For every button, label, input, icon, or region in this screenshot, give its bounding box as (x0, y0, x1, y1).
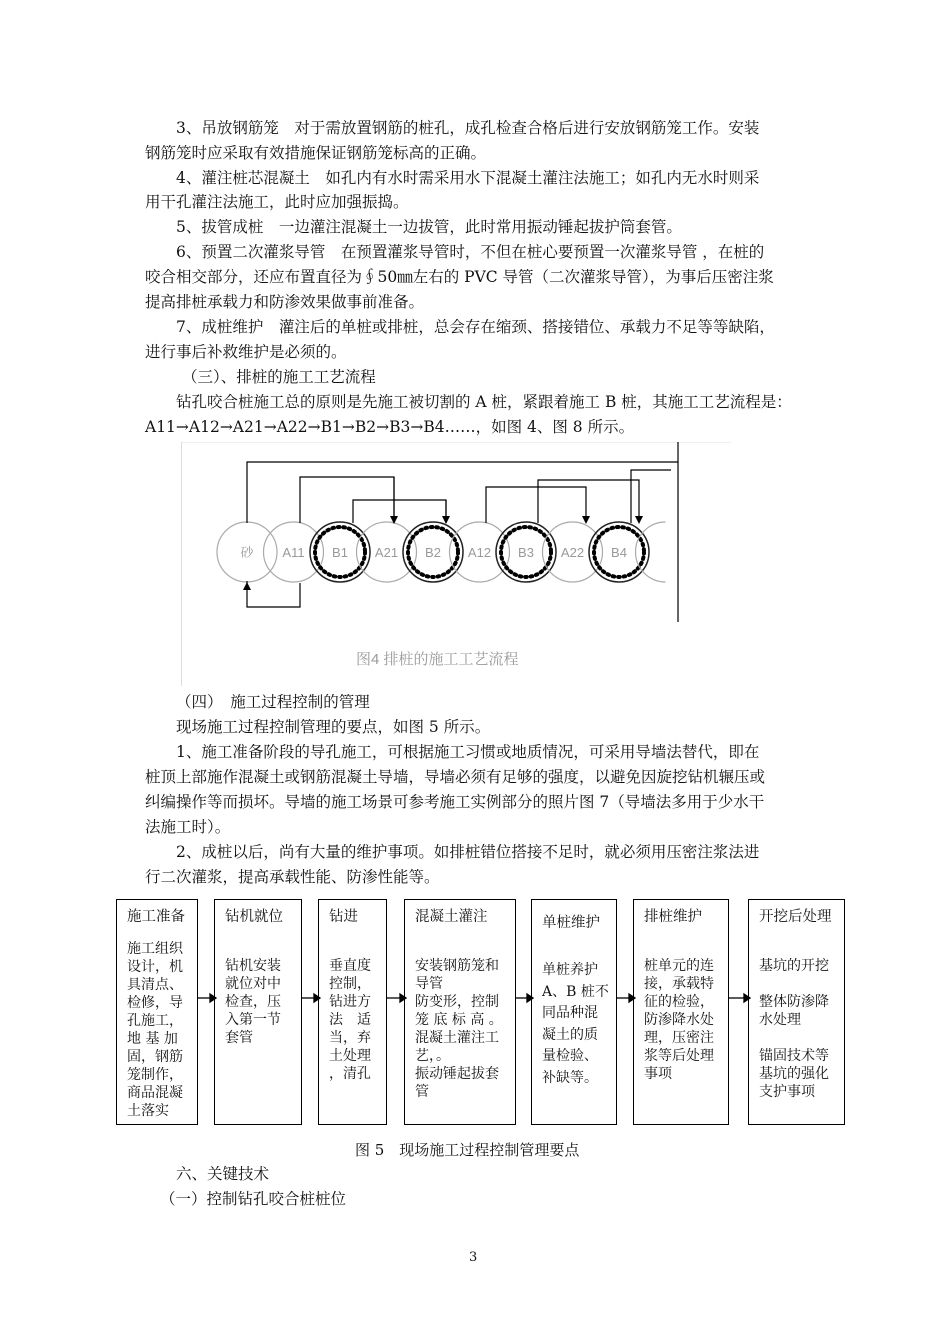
flow-step-title: 混凝土灌注 (415, 909, 488, 925)
section-heading: 六、关键技术 (176, 1165, 270, 1183)
figure-5-caption: 图 5 现场施工过程控制管理要点 (355, 1141, 580, 1159)
para-line: 2、成桩以后，尚有大量的维护事项。如排桩错位搭接不足时，就必须用压密注浆法进 (176, 843, 760, 861)
para-line: 提高排桩承载力和防渗效果做事前准备。 (145, 293, 425, 311)
flow-step-row-pile (633, 899, 729, 1125)
pile-label: B2 (425, 545, 441, 560)
figure-4 (181, 442, 731, 686)
para-line: 钻孔咬合桩施工总的原则是先施工被切割的 A 桩，紧跟着施工 B 桩，其施工工艺流程是： (176, 393, 792, 411)
flow-step-excavation (748, 899, 845, 1125)
flow-step-body: 垂直度 控制， 钻进方 法 适 当，弃 土处理 ，清孔 (329, 958, 371, 1082)
sequence-arrows (247, 442, 678, 622)
pile-circles (217, 522, 666, 582)
section-heading: （一）控制钻孔咬合桩桩位 (160, 1190, 347, 1208)
pile-label: 砂 (240, 545, 254, 560)
para-line: 行二次灌浆，提高承载性能、防渗性能等。 (145, 868, 440, 886)
para-line: 7、成桩维护 灌注后的单桩或排桩，总会存在缩颈、搭接错位、承载力不足等等缺陷， (176, 318, 775, 336)
para-line: 咬合相交部分，还应布置直径为∮50㎜左右的 PVC 导管（二次灌浆导管），为事后压密注浆 (145, 268, 774, 286)
para-line: 现场施工过程控制管理的要点，如图 5 所示。 (176, 718, 491, 736)
pile-label: B1 (332, 545, 348, 560)
flow-step-rig-setup (214, 899, 302, 1125)
flow-step-body: 钻机安装 就位对中 检查，压 入第一节 套管 (225, 958, 281, 1046)
figure-4-caption: 图4 排桩的施工工艺流程 (356, 651, 519, 668)
para-line: 4、灌注桩芯混凝土 如孔内有水时需采用水下混凝土灌注法施工；如孔内无水时则采 (176, 169, 760, 187)
para-line: 纠编操作等而损坏。导墙的施工场景可参考施工实例部分的照片图 7（导墙法多用于少水干 (145, 793, 765, 811)
flow-step-title: 开挖后处理 (759, 909, 832, 925)
flow-step-concrete (404, 899, 516, 1125)
flow-step-title: 施工准备 (127, 909, 185, 925)
pile-label: B3 (518, 545, 534, 560)
flow-step-prep (116, 899, 198, 1125)
pile-label: A21 (374, 545, 399, 560)
flow-step-body: 基坑的开挖 整体防渗降 水处理 锚固技术等 基坑的强化 支护事项 (759, 958, 829, 1100)
para-line: 法施工时）。 (145, 818, 231, 836)
flow-step-body: 桩单元的连 接，承载特 征的检验， 防渗降水处 理，压密注 浆等后处理 事项 (644, 958, 714, 1082)
flow-step-title: 钻机就位 (225, 909, 283, 925)
flow-step-body: 安装钢筋笼和 导管 防变形，控制 笼 底 标 高 。 混凝土灌注工 艺，。 振动锤起拔套 管 (415, 958, 503, 1100)
para-line: 5、拔管成桩 一边灌注混凝土一边拔管，此时常用振动锤起拔护筒套管。 (176, 218, 682, 236)
flow-step-title: 单桩维护 (542, 915, 600, 931)
pile-label: A22 (560, 545, 585, 560)
para-line: 6、预置二次灌浆导管 在预置灌浆导管时，不但在桩心要预置一次灌浆导管 ，在桩的 (176, 243, 765, 261)
pile-sequence-diagram (181, 442, 731, 686)
pile-label: A11 (282, 545, 305, 560)
flow-step-drilling (318, 899, 387, 1125)
flow-step-title: 排桩维护 (644, 909, 702, 925)
para-line: 1、施工准备阶段的导孔施工，可根据施工习惯或地质情况，可采用导墙法替代，即在 (176, 743, 760, 761)
pile-label: A12 (467, 545, 492, 560)
para-line: 用干孔灌注法施工，此时应加强振捣。 (145, 193, 409, 211)
flow-step-single-pile (531, 899, 617, 1125)
flow-step-body: 单桩养护 A、B 桩不 同品种混 凝土的质 量检验、 补缺等。 (542, 962, 609, 1086)
para-line: 3、吊放钢筋笼 对于需放置钢筋的桩孔，成孔检查合格后进行安放钢筋笼工作。安装 (176, 119, 760, 137)
flow-step-body: 施工组织 设计，机 具清点、 检修，导 孔施工， 地 基 加 固，钢筋 笼制作， 商品混凝 土落实 (127, 941, 183, 1119)
page-number: 3 (469, 1250, 478, 1265)
section-heading: （三）、排桩的施工工艺流程 (182, 368, 376, 386)
section-heading: （四） 施工过程控制的管理 (176, 693, 370, 711)
para-line: 进行事后补救维护是必须的。 (145, 343, 347, 361)
pile-label: B4 (611, 545, 627, 560)
para-line: 钢筋笼时应采取有效措施保证钢筋笼标高的正确。 (145, 144, 487, 162)
flow-step-title: 钻进 (329, 909, 358, 925)
para-line: A11→A12→A21→A22→B1→B2→B3→B4……，如图 4、图 8 所示。 (145, 418, 635, 436)
para-line: 桩顶上部施作混凝土或钢筋混凝土导墙，导墙必须有足够的强度，以避免因旋挖钻机辗压或 (145, 768, 766, 786)
